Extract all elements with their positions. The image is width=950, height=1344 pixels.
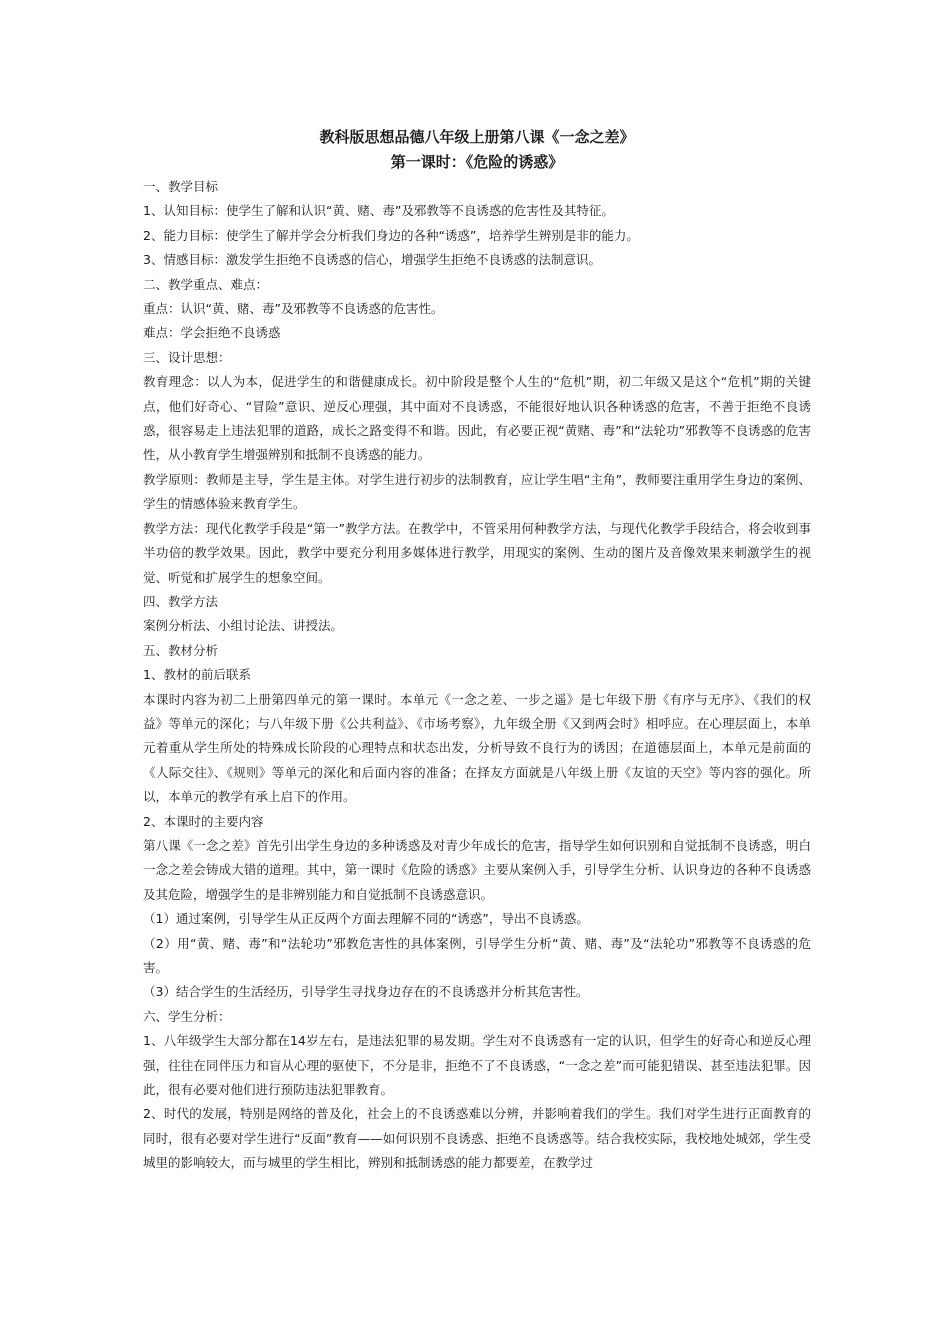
- section-heading: 四、教学方法: [143, 593, 219, 609]
- section-heading: 三、设计思想：: [143, 349, 231, 365]
- section-heading: 六、学生分析：: [143, 1008, 231, 1024]
- document-body: [143, 175, 811, 1176]
- paragraph: 本课时内容为初二上册第四单元的第一课时。本单元《一念之差、一步之遥》是七年级下册《有序与无序》、《我们的权益》等单元的深化；与八年级下册《公共利益》、《市场考察》，九年级全册《又到两会时》相呼应。在心理层面上，本单元着重从学生所处的特殊成长阶段的心理特点和状态出发，分析导致不良行为的诱因；在道德层面上，本单元是前面的《人际交往》、《规则》等单元的深化和后面内容的准备；在择友方面就是八年级上册《友谊的天空》等内容的强化。所以，本单元的教学有承上启下的作用。: [143, 691, 811, 805]
- paragraph: 1、八年级学生大部分都在14岁左右，是违法犯罪的易发期。学生对不良诱惑有一定的认识，但学生的好奇心和逆反心理强，往往在同伴压力和盲从心理的驱使下，不分是非，拒绝不了不良诱惑，“一念之差”而可能犯错误、甚至违法犯罪。因此，很有必要对他们进行预防违法犯罪教育。: [143, 1033, 811, 1098]
- paragraph: 3、情感目标：激发学生拒绝不良诱惑的信心，增强学生拒绝不良诱惑的法制意识。: [143, 252, 601, 268]
- list-item: （2）用“黄、赌、毒”和“法轮功”邪教危害性的具体案例，引导学生分析“黄、赌、毒”及“法轮功”邪教等不良诱惑的危害。: [143, 935, 811, 975]
- subsection-heading: 1、教材的前后联系: [143, 667, 251, 683]
- paragraph: 难点：学会拒绝不良诱惑: [143, 325, 281, 341]
- subsection-heading: 2、本课时的主要内容: [143, 813, 264, 829]
- paragraph: 2、能力目标：使学生了解并学会分析我们身边的各种“诱惑”，培养学生辨别是非的能力。: [143, 227, 639, 243]
- section-heading: 一、教学目标: [143, 179, 219, 194]
- paragraph: 第八课《一念之差》首先引出学生身边的多种诱惑及对青少年成长的危害，指导学生如何识别和自觉抵制不良诱惑，明白一念之差会铸成大错的道理。其中，第一课时《危险的诱惑》主要从案例入手，引导学生分析、认识身边的各种不良诱惑及其危险，增强学生的是非辨别能力和自觉抵制不良诱惑意识。: [143, 837, 811, 902]
- paragraph: 1、认知目标：使学生了解和认识“黄、赌、毒”及邪教等不良诱惑的危害性及其特征。: [143, 203, 614, 219]
- list-item: （3）结合学生的生活经历，引导学生寻找身边存在的不良诱惑并分析其危害性。: [143, 984, 589, 1000]
- paragraph: 教学原则：教师是主导，学生是主体。对学生进行初步的法制教育，应让学生唱“主角”，教师要注重用学生身边的案例、学生的情感体验来教育学生。: [143, 471, 811, 512]
- document-title: 教科版思想品德八年级上册第八课《一念之差》: [319, 128, 635, 146]
- section-heading: 二、教学重点、难点：: [143, 276, 269, 292]
- paragraph: 2、时代的发展，特别是网络的普及化，社会上的不良诱惑难以分辨，并影响着我们的学生。我们对学生进行正面教育的同时，很有必要对学生进行“反面”教育——如何识别不良诱惑、拒绝不良诱惑等。结合我校实际，我校地处城郊，学生受城里的影响较大，而与城里的学生相比，辨别和抵制诱惑的能力都要差，在教学过: [143, 1106, 811, 1171]
- document-page: [143, 125, 811, 1176]
- paragraph: 案例分析法、小组讨论法、讲授法。: [143, 618, 344, 634]
- paragraph: 重点：认识“黄、赌、毒”及邪教等不良诱惑的危害性。: [143, 301, 444, 317]
- list-item: （1）通过案例，引导学生从正反两个方面去理解不同的“诱惑”，导出不良诱惑。: [143, 911, 589, 927]
- paragraph: 教育理念：以人为本，促进学生的和谐健康成长。初中阶段是整个人生的“危机”期，初二年级又是这个“危机”期的关键点，他们好奇心、“冒险”意识、逆反心理强，其中面对不良诱惑，不能很好地认识各种诱惑的危害，不善于拒绝不良诱惑，很容易走上违法犯罪的道路，成长之路变得不和谐。因此，有必要正视“黄赌、毒”和“法轮功”邪教等不良诱惑的危害性，从小教育学生增强辨别和抵制不良诱惑的能力。: [143, 374, 811, 463]
- document-subtitle: 第一课时：《危险的诱惑》: [390, 153, 564, 171]
- paragraph: 教学方法：现代化教学手段是“第一”教学方法。在教学中，不管采用何种教学方法，与现代化教学手段结合，将会收到事半功倍的教学效果。因此，教学中要充分利用多媒体进行教学，用现实的案例、生动的图片及音像效果来刺激学生的视觉、听觉和扩展学生的想象空间。: [143, 520, 811, 585]
- section-heading: 五、教材分析: [143, 642, 219, 658]
